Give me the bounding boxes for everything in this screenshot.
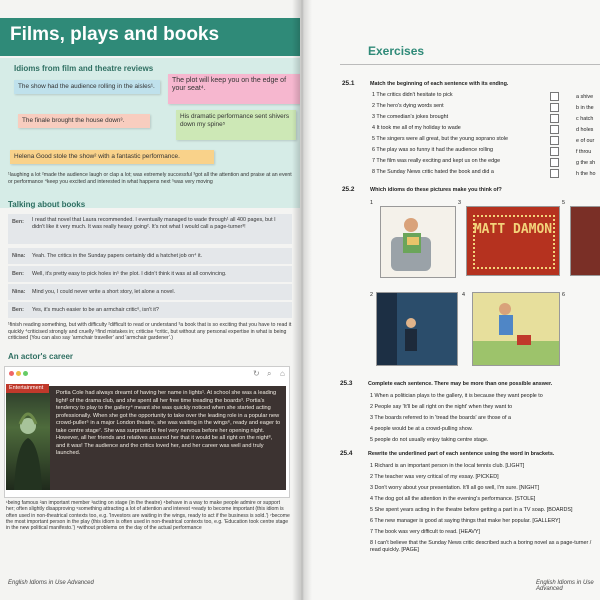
article-text: Portia Cole had always dreamt of having her name in lights¹. At school she was a leading light² of the drama club, and she spent all her free time treading the boards³. Portia's tendency to play to the gallery⁴ meant she was quickly noticed when she started acting professionally. When she got the opportunity to take over the leading role in a popular new crowd-puller⁵ in a major London theatre, she was waiting in the wings⁶, ready and eager to take centre stage⁷. She was surprised to feel very nervous before her opening night. However, all her friends and relatives assured her that it would be all right on the night⁸, and it was! The audience and the critics loved her, and her career was well and truly launched. <box>56 390 281 457</box>
complete-item: 5 people do not usually enjoy taking centre stage. <box>370 437 489 443</box>
speaker: Nina: <box>12 253 26 259</box>
speaker: Nina: <box>12 289 26 295</box>
ex-25-4-number: 25.4 <box>340 450 353 457</box>
dialogue-row <box>8 266 292 282</box>
rewrite-item: 4 The dog got all the attention in the evening's performance. [STOLE] <box>370 496 536 502</box>
actor-footnotes: ¹being famous ²an important member ³acting on stage (in the theatre) ⁴behave in a way to make people admire or support her; often slightly disapproving ⁵something attracting a lot of attention and interest ⁶ready to become important (this idiom is often used in non-theatrical contexts too, e.g. 'Investors are waiting in the wings, ready to act if the business is sold.') ⁷become the most important person in the play (this idiom is often used in non-theatrical contexts too, e.g. 'Education took centre stage in the new political manifesto.') ⁸without problems on the day of the actual performance <box>6 500 290 532</box>
rewrite-item: 5 She spent years acting in the theatre before getting a part in a TV soap. [BOARDS] <box>370 507 573 513</box>
rewrite-item: 7 The book was very difficult to read. [HEAVY] <box>370 529 480 535</box>
match-item: 1 The critics didn't hesitate to pick <box>372 92 453 98</box>
title-divider <box>340 64 600 65</box>
book-gutter-shadow <box>292 0 312 600</box>
picture-stage <box>376 292 458 366</box>
match-item: 3 The comedian's jokes brought <box>372 114 449 120</box>
gardener-illustration <box>473 293 559 365</box>
match-item: 6 The play was so funny it had the audience rolling <box>372 147 493 153</box>
rewrite-item: 1 Richard is an important person in the local tennis club. [LIGHT] <box>370 463 525 469</box>
picture-gardener <box>472 292 560 366</box>
rewrite-item: 3 Don't worry about your presentation. It'll all go well, I'm sure. [NIGHT] <box>370 485 540 491</box>
actor-illustration <box>6 386 50 490</box>
picture-number: 2 <box>370 292 373 298</box>
answer-box[interactable] <box>550 169 559 178</box>
ex-25-1-number: 25.1 <box>342 80 355 87</box>
right-page <box>300 0 600 600</box>
ex-25-2-instruction: Which idioms do these pictures make you think of? <box>370 187 502 193</box>
idiom-note-1: The show had the audience rolling in the aisles¹. <box>14 80 160 94</box>
left-footer: English Idioms in Use Advanced <box>8 580 94 586</box>
actor-photo <box>6 386 50 490</box>
picture-number: 3 <box>458 200 461 206</box>
home-icon: ⌂ <box>280 369 285 378</box>
match-ending: g the sh <box>576 160 596 166</box>
speaker: Ben: <box>12 219 24 225</box>
dialogue-text: Yes, it's much easier to be an armchair critic⁶, isn't it? <box>32 307 159 313</box>
dialogue-row <box>8 302 292 318</box>
dialogue-text: Yeah. The critics in the Sunday papers certainly did a hatchet job on⁴ it. <box>32 253 203 259</box>
idioms-footnotes: ¹laughing a lot ²made the audience laugh or clap a lot; was extremely successful ³got all the attention and praise at an event or performance ⁴keep you excited and interested in what happens next ⁵was very moving <box>8 172 292 185</box>
match-ending: b in the <box>576 105 594 111</box>
complete-item: 2 People say 'It'll be all right on the night' when they want to <box>370 404 513 410</box>
match-item: 5 The singers were all great, but the young soprano stole <box>372 136 508 142</box>
entertainment-tab: Entertainment <box>6 384 49 393</box>
right-footer: English Idioms in Use Advanced <box>536 580 594 592</box>
speaker: Ben: <box>12 307 24 313</box>
picture-reader-in-chair <box>380 206 456 278</box>
match-item: 2 The hero's dying words sent <box>372 103 444 109</box>
ex-25-3-number: 25.3 <box>340 380 353 387</box>
dialogue-row <box>8 284 292 300</box>
idiom-note-3: The finale brought the house down³. <box>18 114 150 128</box>
complete-item: 1 When a politician plays to the gallery, it is because they want people to <box>370 393 543 399</box>
search-icon: ⌕ <box>267 369 272 378</box>
section-actor-heading: An actor's career <box>8 352 74 361</box>
ex-25-2-number: 25.2 <box>342 186 355 193</box>
ex-25-4-instruction: Rewrite the underlined part of each sentence using the word in brackets. <box>368 451 555 457</box>
reader-illustration <box>381 207 455 277</box>
poster-text: MATT DAMON <box>473 222 553 237</box>
window-minimize-dot <box>16 371 21 376</box>
dialogue-row <box>8 248 292 264</box>
picture-number: 5 <box>562 200 565 206</box>
match-ending: d holes <box>576 127 594 133</box>
window-maximize-dot <box>23 371 28 376</box>
chapter-header <box>0 18 300 56</box>
picture-movie-poster <box>466 206 560 276</box>
answer-box[interactable] <box>550 103 559 112</box>
dialogue-text: Mind you, I could never write a short story, let alone a novel. <box>32 289 176 295</box>
books-footnotes: ¹finish reading something, but with difficulty ²difficult to read or understand ³a book that is so exciting that you have to read it quickly ⁴criticised strongly and cruelly ⁵find mistakes in; criticise ⁶critic, but without any personal expertise in what is being criticised (You can also say 'armchair traveller' and 'armchair gardener'.) <box>8 322 292 341</box>
match-item: 8 The Sunday News critic hated the book and did a <box>372 169 494 175</box>
answer-box[interactable] <box>550 136 559 145</box>
article-panel <box>50 386 286 490</box>
refresh-icon: ↻ <box>253 369 260 378</box>
window-close-dot <box>9 371 14 376</box>
ex-25-3-instruction: Complete each sentence. There may be more than one possible answer. <box>368 381 553 387</box>
picture-number: 4 <box>462 292 465 298</box>
picture-number: 1 <box>370 200 373 206</box>
answer-box[interactable] <box>550 125 559 134</box>
answer-box[interactable] <box>550 158 559 167</box>
picture-audience <box>570 206 600 276</box>
picture-number: 6 <box>562 292 565 298</box>
complete-item: 4 people would be at a crowd-pulling show. <box>370 426 473 432</box>
answer-box[interactable] <box>550 114 559 123</box>
answer-box[interactable] <box>550 92 559 101</box>
chapter-title: Films, plays and books <box>10 24 220 45</box>
answer-box[interactable] <box>550 147 559 156</box>
section-books-heading: Talking about books <box>8 200 86 209</box>
exercises-title: Exercises <box>368 44 425 58</box>
speaker: Ben: <box>12 271 24 277</box>
idiom-note-4: His dramatic performance sent shivers down my spine⁵ <box>176 110 296 140</box>
dialogue-row <box>8 214 292 244</box>
rewrite-item: 2 The teacher was very critical of my essay. [PICKED] <box>370 474 499 480</box>
ex-25-1-instruction: Match the beginning of each sentence with its ending. <box>370 81 509 87</box>
rewrite-item: 6 The new manager is good at saying things that make her popular. [GALLERY] <box>370 518 561 524</box>
idiom-note-2: The plot will keep you on the edge of your seat⁴. <box>168 74 300 104</box>
dialogue-text: Well, it's pretty easy to pick holes in⁵ the plot. I didn't think it was at all convincing. <box>32 271 227 277</box>
stage-illustration <box>377 293 457 365</box>
match-item: 7 The film was really exciting and kept us on the edge <box>372 158 501 164</box>
match-item: 4 It took me all of my holiday to wade <box>372 125 461 131</box>
complete-item: 3 The boards referred to in 'tread the boards' are those of a <box>370 415 512 421</box>
match-ending: a shive <box>576 94 594 100</box>
match-ending: c hatch <box>576 116 594 122</box>
match-ending: f throu <box>576 149 592 155</box>
section-idioms-heading: Idioms from film and theatre reviews <box>14 64 154 73</box>
match-ending: e of our <box>576 138 595 144</box>
dialogue-text: I read that novel that Laura recommended. I eventually managed to wade through¹ all 400 pages, but I didn't like it very much. It was really heavy going². It's not what I would call a page-turner³! <box>32 217 276 231</box>
idiom-note-5: Helena Good stole the show² with a fantastic performance. <box>10 150 214 164</box>
rewrite-item: 8 I can't believe that the Sunday News critic described such a boring novel as a page-turner / read quickly. [PAGE] <box>370 540 592 554</box>
match-ending: h the ho <box>576 171 596 177</box>
